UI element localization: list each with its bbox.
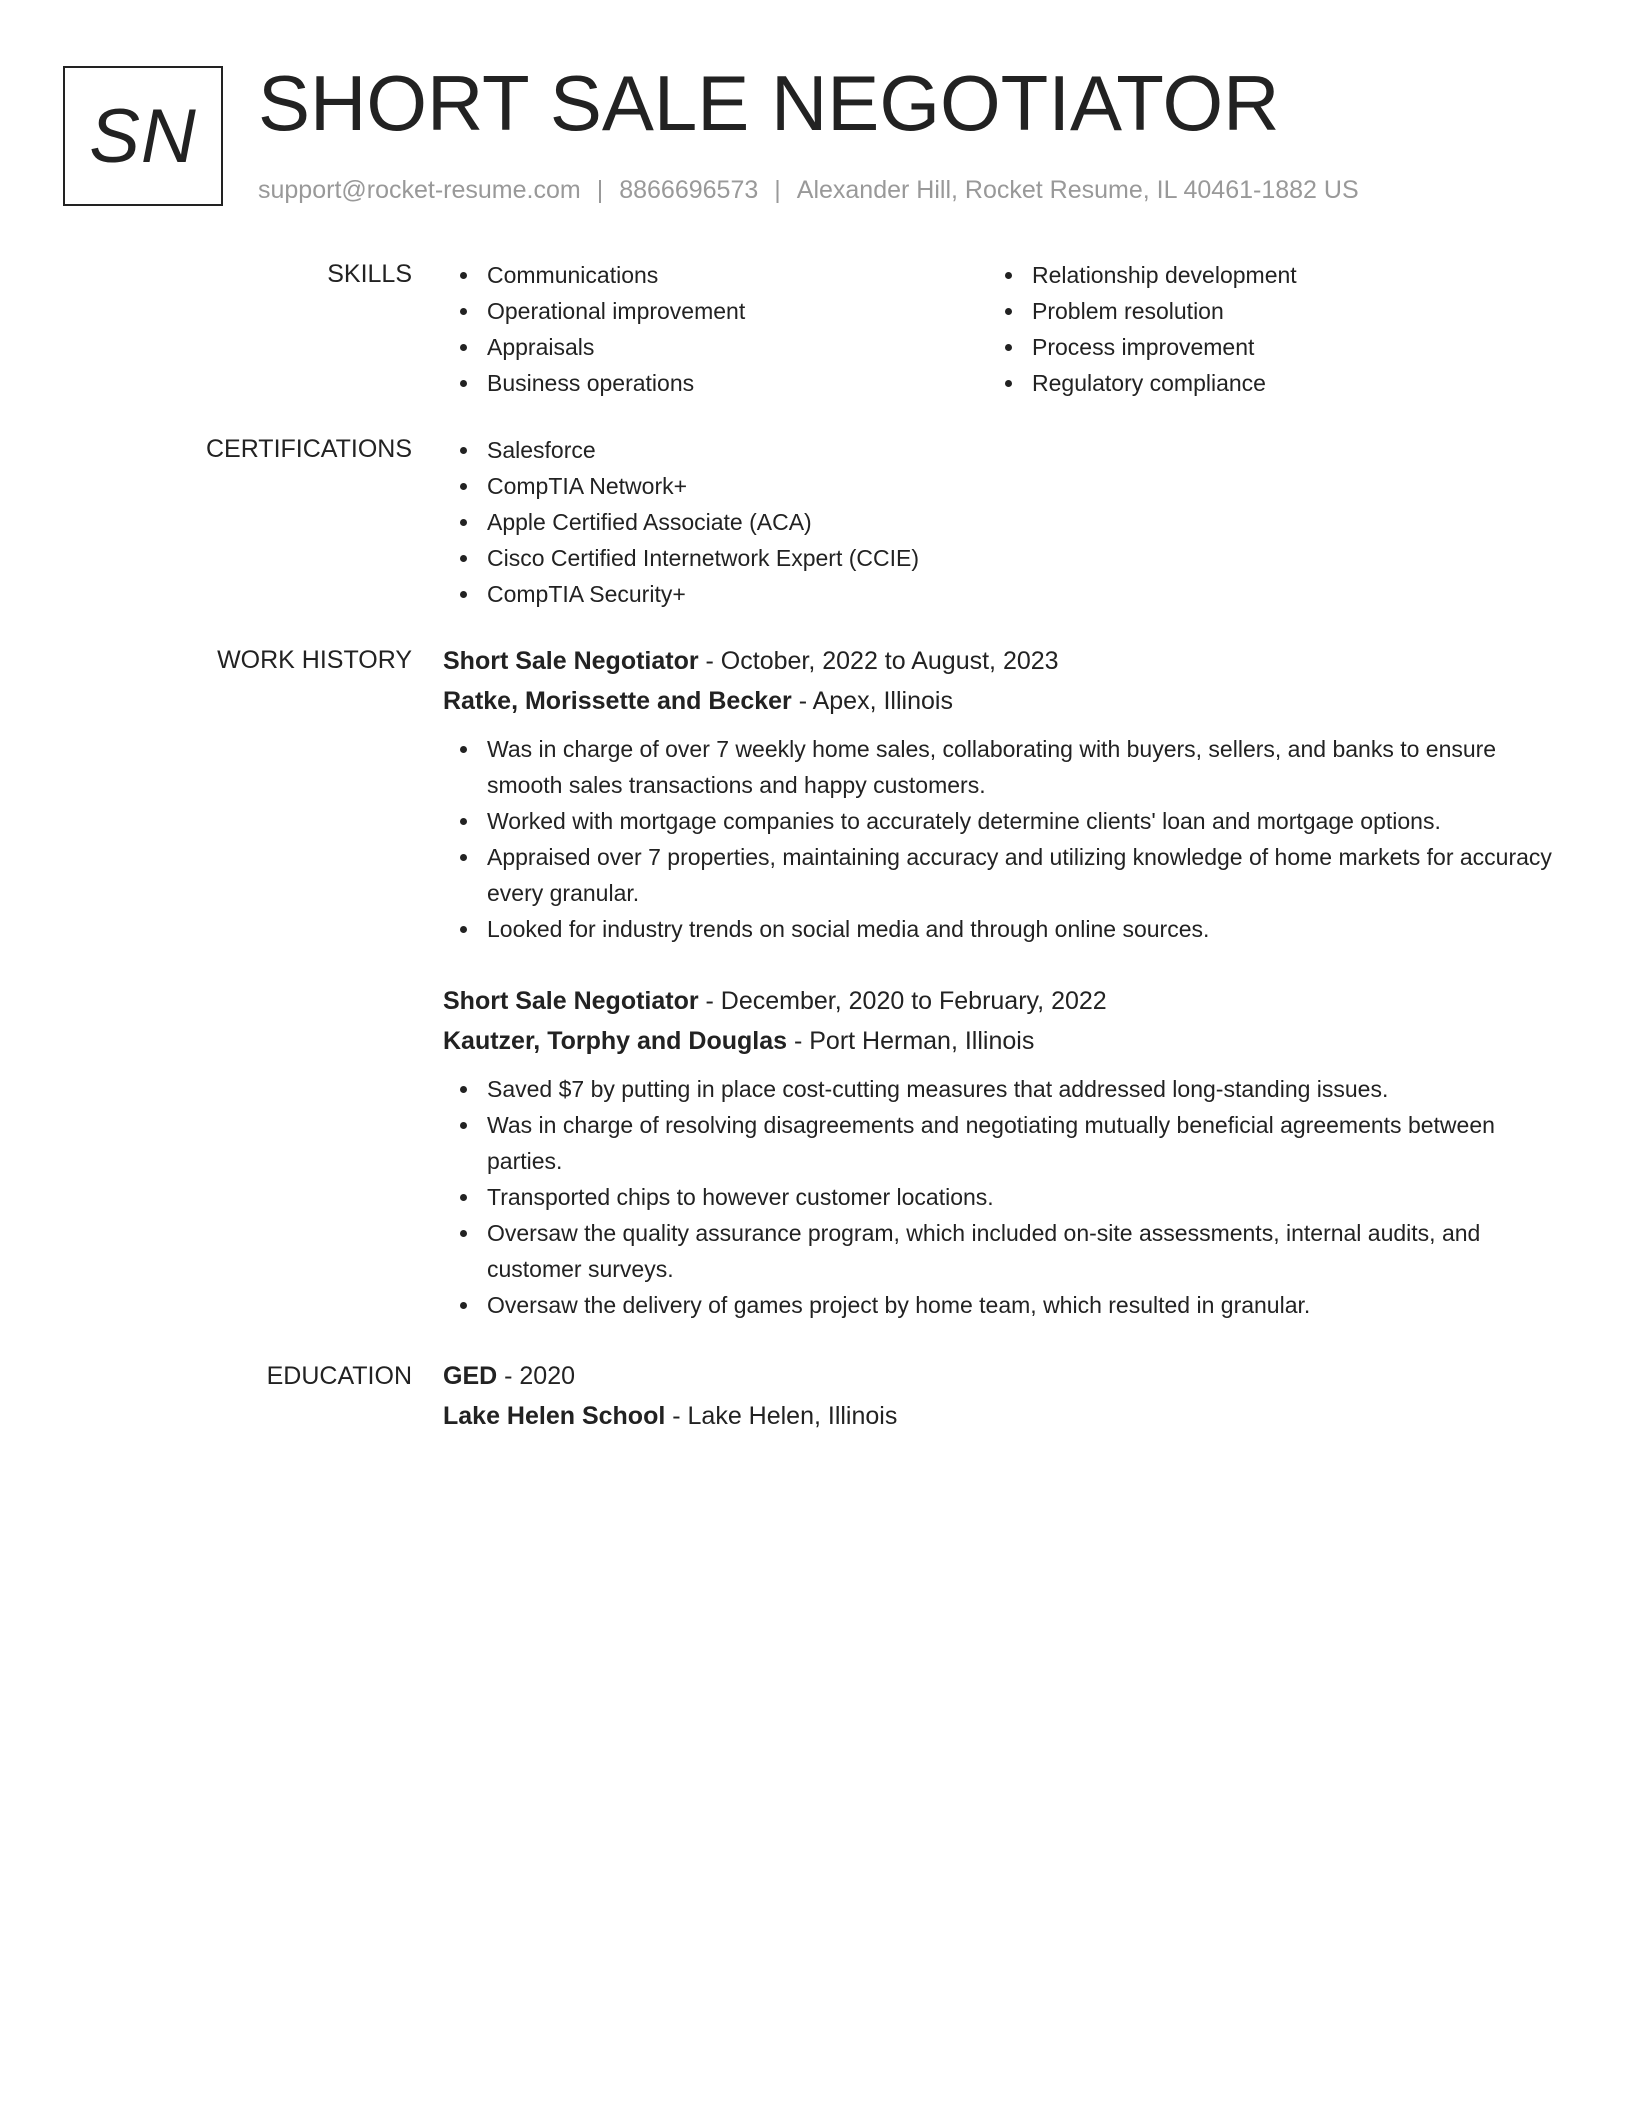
education-school: Lake Helen School <box>443 1402 666 1430</box>
skill-item: Operational improvement <box>443 293 983 329</box>
section-label-work-history: WORK HISTORY <box>217 646 412 674</box>
job-location: - Apex, Illinois <box>791 687 953 715</box>
section-label-skills: SKILLS <box>327 260 412 288</box>
education-degree-line <box>443 1356 1563 1396</box>
education-school-line <box>443 1396 1563 1436</box>
education-year: - 2020 <box>497 1362 576 1390</box>
education-entry <box>443 1356 1563 1436</box>
job-entry <box>443 641 1563 947</box>
job-title-line <box>443 981 1563 1021</box>
contact-address: Alexander Hill, Rocket Resume, IL 40461-1882 US <box>796 176 1359 204</box>
contact-separator: | <box>596 176 604 204</box>
job-bullet: Appraised over 7 properties, maintaining accuracy and utilizing knowledge of home markets for accuracy every granular. <box>443 839 1563 911</box>
job-company-line <box>443 681 1563 721</box>
skill-item: Communications <box>443 257 983 293</box>
job-title: Short Sale Negotiator <box>443 647 699 675</box>
certification-item: Apple Certified Associate (ACA) <box>443 504 1543 540</box>
job-company: Ratke, Morissette and Becker <box>443 687 792 715</box>
job-company: Kautzer, Torphy and Douglas <box>443 1027 788 1055</box>
job-title-line <box>443 641 1563 681</box>
job-dates: - December, 2020 to February, 2022 <box>698 987 1107 1015</box>
job-dates: - October, 2022 to August, 2023 <box>698 647 1059 675</box>
education-degree: GED <box>443 1362 498 1390</box>
education-location: - Lake Helen, Illinois <box>665 1402 898 1430</box>
certification-item: Salesforce <box>443 432 1543 468</box>
certification-item: CompTIA Security+ <box>443 576 1543 612</box>
job-company-line <box>443 1021 1563 1061</box>
skills-column-left <box>443 257 983 401</box>
section-label-education: EDUCATION <box>266 1362 412 1390</box>
job-bullet: Oversaw the quality assurance program, which included on-site assessments, internal audits, and customer surveys. <box>443 1215 1563 1287</box>
job-location: - Port Herman, Illinois <box>787 1027 1035 1055</box>
job-bullet: Was in charge of over 7 weekly home sales, collaborating with buyers, sellers, and banks to ensure smooth sales transactions and happy customers. <box>443 731 1563 803</box>
certification-item: CompTIA Network+ <box>443 468 1543 504</box>
resume-title: SHORT SALE NEGOTIATOR <box>258 59 1280 147</box>
job-bullet: Worked with mortgage companies to accurately determine clients' loan and mortgage options. <box>443 803 1563 839</box>
skill-item: Relationship development <box>988 257 1548 293</box>
contact-email: support@rocket-resume.com <box>258 176 581 204</box>
certification-item: Cisco Certified Internetwork Expert (CCIE) <box>443 540 1543 576</box>
job-bullet: Was in charge of resolving disagreements and negotiating mutually beneficial agreements between parties. <box>443 1107 1563 1179</box>
skill-item: Regulatory compliance <box>988 365 1548 401</box>
contact-separator: | <box>774 176 781 204</box>
skill-item: Problem resolution <box>988 293 1548 329</box>
job-bullet: Saved $7 by putting in place cost-cutting measures that addressed long-standing issues. <box>443 1071 1563 1107</box>
certifications-list <box>443 432 1543 612</box>
section-label-certifications: CERTIFICATIONS <box>205 435 412 463</box>
skill-item: Appraisals <box>443 329 983 365</box>
job-bullet: Transported chips to however customer locations. <box>443 1179 1563 1215</box>
job-bullet: Oversaw the delivery of games project by home team, which resulted in granular. <box>443 1287 1563 1323</box>
job-bullet: Looked for industry trends on social media and through online sources. <box>443 911 1563 947</box>
contact-phone: 8866696573 <box>619 176 759 204</box>
job-entry <box>443 981 1563 1323</box>
skills-column-right <box>988 257 1548 401</box>
monogram-logo: SN <box>63 66 223 206</box>
skill-item: Process improvement <box>988 329 1548 365</box>
contact-line <box>258 174 1359 206</box>
job-title: Short Sale Negotiator <box>443 987 699 1015</box>
skill-item: Business operations <box>443 365 983 401</box>
